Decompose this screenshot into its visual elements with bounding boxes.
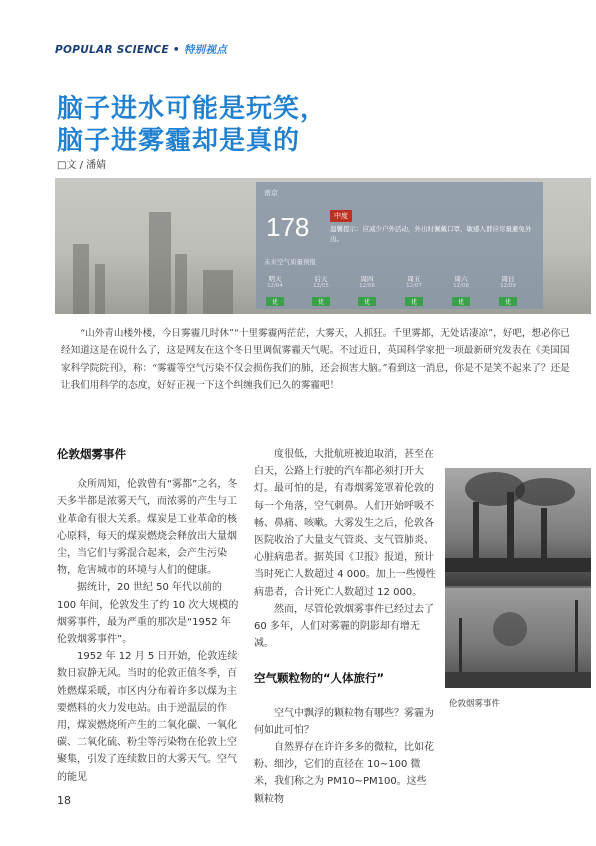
body-paragraph: 众所周知，伦敦曾有“雾都”之名，冬天多半都是浓雾天气，而浓雾的产生与工业革命有很大关系。煤炭是工业革命的核心原料，每天的煤炭燃烧会释放出大量烟尘，当它们与雾混合起来，会产生污染物，危害城市的环境与人们的健康。: [57, 479, 238, 577]
forecast-day: [256, 274, 294, 308]
factory-photo: [445, 468, 591, 586]
monument-silhouette: [493, 612, 527, 646]
column-2: [254, 446, 436, 808]
aqi-value: 178: [266, 212, 310, 242]
building: [149, 212, 171, 314]
hero-smog-image: [55, 178, 591, 314]
forecast-day-date: 12/07: [406, 283, 422, 289]
forecast-day-date: 12/04: [267, 283, 283, 289]
aqi-level-badge: 中度: [330, 210, 352, 222]
forecast-day: [302, 274, 340, 308]
column-1: [57, 446, 239, 786]
building: [203, 270, 233, 314]
body-paragraph: 自然界存在许许多多的微粒，比如花粉、细沙，它们的直径在 10~100 微米，我们称之为 PM10~PM100。这些颗粒物: [254, 742, 434, 805]
forecast-quality-badge: 优: [358, 297, 376, 306]
intro-paragraph: “山外青山楼外楼，今日雾霾几时休”“十里雾霾两茫茫，大雾天，人抓狂。千里雾都，无处话凄凉”，好吧，想必你已经知道这是在说什么了，这是网友在这个冬日里调侃雾霾天气呢。不过近日，英国科学家把一项最新研究发表在《美国国家科学院院刊》，称：“雾霾等空气污染不仅会损伤我们的肺，还会损害大脑。”看到这一消息，你是不是笑不起来了？还是让我们用科学的态度，好好正视一下这个纠缠我们已久的雾霾吧！: [61, 328, 570, 392]
section-heading: 空气颗粒物的“人体旅行”: [254, 671, 385, 686]
forecast-quality-badge: 优: [405, 297, 423, 306]
page-number: 18: [57, 794, 71, 807]
forecast-day-date: 12/08: [453, 283, 469, 289]
forecast-day-name: 周六: [454, 275, 468, 283]
body-paragraph: 度很低，大批航班被迫取消，甚至在白天，公路上行驶的汽车都必须打开大灯。最可怕的是，有毒烟雾笼罩着伦敦的每一个角落，空气刺鼻。人们开始呼吸不畅、鼻痛、咳嗽。大雾发生之后，伦敦各医院收治了大量支气管炎、支气管肺炎、心脏病患者。据英国《卫报》报道，预计当时死亡人数超过 4 000。加上一些慢性病患者，合计死亡人数超过 12 000。: [254, 449, 436, 598]
forecast-quality-badge: 优: [499, 297, 517, 306]
headline-line-1: 脑子进水可能是玩笑，: [57, 94, 328, 124]
building: [175, 254, 187, 314]
forecast-day: [489, 274, 527, 308]
headline-line-2: 脑子进雾霾却是真的: [57, 126, 301, 156]
chimney: [473, 502, 479, 562]
section-separator: •: [172, 44, 180, 56]
factory-roofline: [445, 558, 591, 572]
section-label-en: POPULAR SCIENCE: [55, 44, 169, 56]
forecast-quality-badge: 优: [452, 297, 470, 306]
street-ground: [445, 672, 591, 688]
forecast-day-name: 后天: [314, 275, 328, 283]
section-heading: 伦敦烟雾事件: [57, 447, 126, 461]
forecast-quality-badge: 优: [312, 297, 330, 306]
chimney: [507, 492, 514, 562]
chimney: [541, 508, 547, 562]
forecast-day-date: 12/05: [313, 283, 329, 289]
forecast-quality-badge: 优: [266, 297, 284, 306]
forecast-day-name: 周四: [360, 275, 374, 283]
forecast-day-date: 12/06: [359, 283, 375, 289]
forecast-day: [442, 274, 480, 308]
forecast-day-name: 周五: [407, 275, 421, 283]
body-paragraph: 然而，尽管伦敦烟雾事件已经过去了 60 多年，人们对雾霾的阴影却有增无减。: [254, 603, 434, 650]
body-paragraph: 据统计，20 世纪 50 年代以前的 100 年间，伦敦发生了约 10 次大规模的烟雾事件，最为严重的那次是“1952 年伦敦烟雾事件”。: [57, 582, 239, 646]
city-label: 南京: [264, 189, 278, 197]
figure-caption: 伦敦烟雾事件: [449, 699, 501, 709]
section-label: [55, 42, 227, 57]
byline: □文 / 潘婧: [57, 160, 107, 171]
forecast-day-name: 周日: [501, 275, 515, 283]
street-photo: [445, 588, 591, 688]
london-smog-photo: [445, 468, 591, 688]
body-paragraph: 1952 年 12 月 5 日开始，伦敦连续数日寂静无风。当时的伦敦正值冬季，百姓燃煤采暖，市区内分布着许多以煤为主要燃料的火力发电站。由于逆温层的作用，煤炭燃烧所产生的二氧化碳、一氧化碳、二氧化硫、粉尘等污染物在伦敦上空聚集，引发了连续数日的大雾天气。空气的能见: [57, 651, 238, 783]
forecast-title: 未来空气质量预报: [264, 258, 316, 266]
smoke-cloud: [515, 478, 575, 506]
building: [95, 264, 105, 314]
health-tip: 温馨提示：应减少户外活动，外出时佩戴口罩，敏感人群应尽量避免外出。: [330, 225, 532, 243]
building: [73, 244, 89, 314]
body-paragraph: 空气中飘浮的颗粒物有哪些？雾霾为何如此可怕？: [254, 707, 434, 736]
forecast-day: [395, 274, 433, 308]
aqi-widget: [256, 182, 543, 309]
forecast-day: [348, 274, 386, 308]
forecast-day-date: 12/09: [500, 283, 516, 289]
section-label-cn: 特别视点: [183, 44, 228, 56]
forecast-day-name: 明天: [268, 275, 282, 283]
